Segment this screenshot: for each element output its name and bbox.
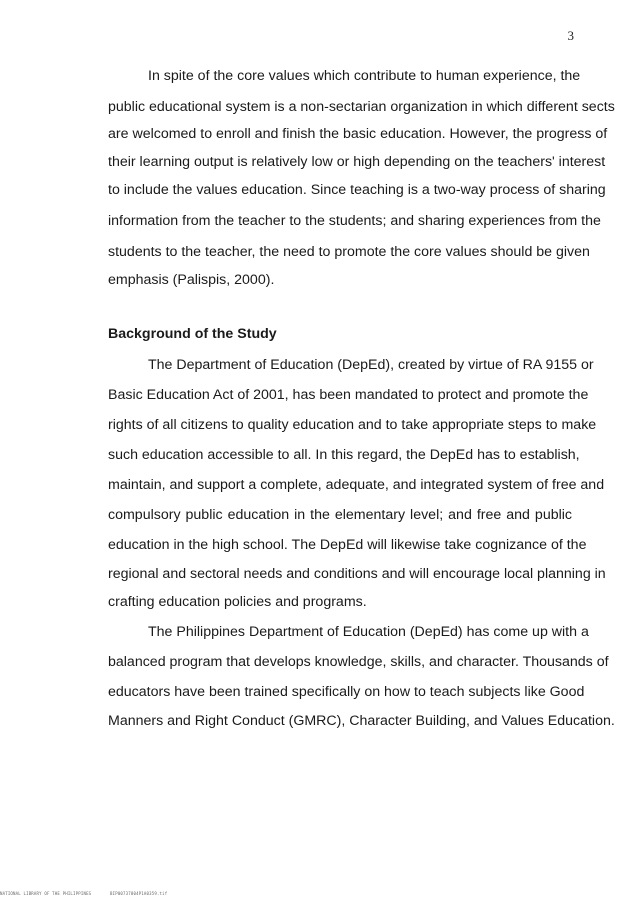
paragraph-2-line-3: rights of all citizens to quality education and to take appropriate steps to make <box>108 417 597 433</box>
paragraph-1-line-4: their learning output is relatively low or high depending on the teachers' interest <box>108 154 606 170</box>
footer-file-id: BIP00737804P1A0359.tif <box>110 891 168 896</box>
page-number: 3 <box>567 28 574 43</box>
paragraph-1-line-5: to include the values education. Since teaching is a two-way process of sharing <box>108 182 606 198</box>
paragraph-1-line-2: public educational system is a non-sectarian organization in which different sects <box>108 99 615 115</box>
paragraph-1-line-8: emphasis (Palispis, 2000). <box>108 272 275 288</box>
paragraph-1-line-3: are welcomed to enroll and finish the basic education. However, the progress of <box>108 126 608 142</box>
paragraph-2-line-5: maintain, and support a complete, adequate, and integrated system of free and <box>108 477 605 493</box>
paragraph-3-line-3: educators have been trained specifically on how to teach subjects like Good <box>108 684 585 700</box>
paragraph-1-line-7: students to the teacher, the need to promote the core values should be given <box>108 244 590 260</box>
paragraph-3-line-1: The Philippines Department of Education (DepEd) has come up with a <box>148 624 589 640</box>
paragraph-3-line-2: balanced program that develops knowledge, skills, and character. Thousands of <box>108 654 609 670</box>
footer-library-stamp: NATIONAL LIBRARY OF THE PHILIPPINES <box>0 891 92 896</box>
paragraph-1-line-1: In spite of the core values which contribute to human experience, the <box>148 68 581 84</box>
paragraph-2-line-9: crafting education policies and programs. <box>108 594 367 610</box>
paragraph-2-line-1: The Department of Education (DepEd), created by virtue of RA 9155 or <box>148 357 594 373</box>
paragraph-3-line-4: Manners and Right Conduct (GMRC), Character Building, and Values Education. <box>108 713 615 729</box>
paragraph-2-line-6: compulsory public education in the elementary level; and free and public <box>108 507 572 523</box>
paragraph-2-line-2: Basic Education Act of 2001, has been mandated to protect and promote the <box>108 387 589 403</box>
paragraph-2-line-7: education in the high school. The DepEd will likewise take cognizance of the <box>108 537 587 553</box>
paragraph-2-line-4: such education accessible to all. In this regard, the DepEd has to establish, <box>108 447 580 463</box>
paragraph-1-line-6: information from the teacher to the students; and sharing experiences from the <box>108 213 601 229</box>
paragraph-2-line-8: regional and sectoral needs and conditions and will encourage local planning in <box>108 566 606 582</box>
section-heading: Background of the Study <box>108 326 277 342</box>
